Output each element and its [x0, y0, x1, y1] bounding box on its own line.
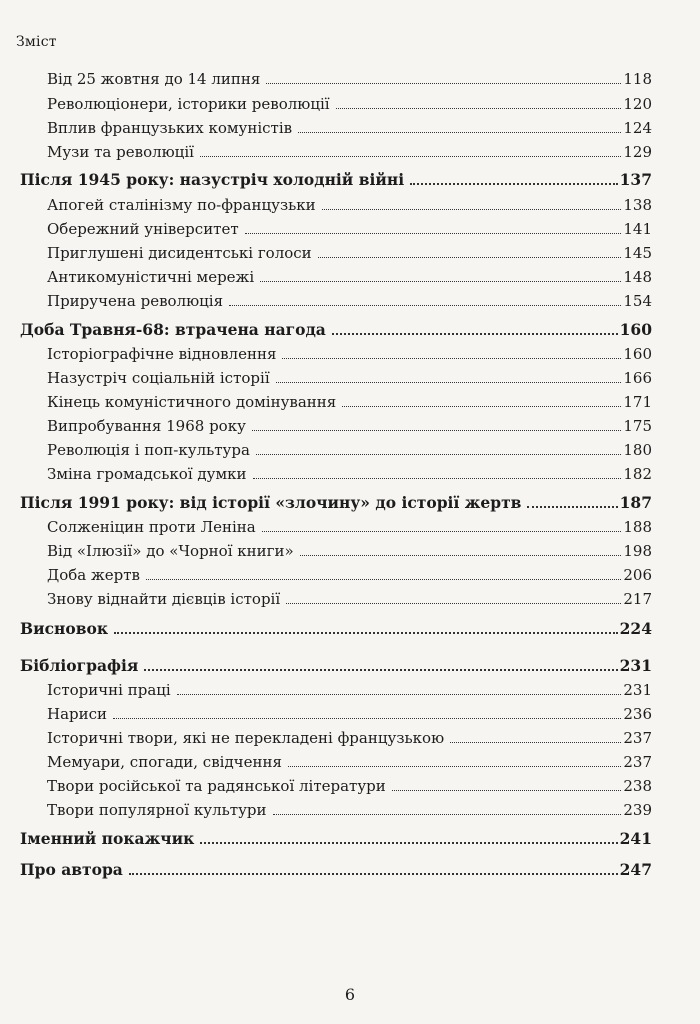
- dot-leader: [229, 305, 621, 306]
- toc-entry-title: Іменний покажчик: [20, 829, 195, 848]
- toc-entry: [47, 292, 652, 310]
- dot-leader: [336, 108, 622, 109]
- dot-leader: [200, 842, 617, 844]
- toc-section: [20, 320, 652, 339]
- toc-entry-title: Вплив французьких комуністів: [47, 119, 293, 137]
- toc-entry-title: Кінець комуністичного домінування: [47, 393, 337, 411]
- toc-entry: [47, 220, 652, 238]
- toc-entry-page: 198: [623, 542, 652, 560]
- toc-entry-page: 154: [623, 292, 652, 310]
- toc-entry-title: Знову віднайти дієвців історії: [47, 590, 281, 608]
- toc-entry-page: 175: [623, 417, 652, 435]
- toc-entry: [47, 441, 652, 459]
- toc-entry-page: 118: [623, 70, 652, 88]
- toc-entry: [47, 244, 652, 262]
- toc-entry: [47, 345, 652, 363]
- toc-entry-title: Історичні праці: [47, 681, 171, 699]
- dot-leader: [273, 814, 622, 815]
- dot-leader: [332, 333, 618, 335]
- dot-leader: [527, 506, 617, 508]
- dot-leader: [298, 132, 621, 133]
- toc-entry-page: 217: [623, 590, 652, 608]
- toc-entry: [47, 465, 652, 483]
- toc-entry: [47, 143, 652, 161]
- toc-entry: [47, 590, 652, 608]
- dot-leader: [129, 873, 618, 875]
- dot-leader: [266, 83, 621, 84]
- toc-entry: [47, 777, 652, 795]
- toc-entry: [47, 95, 652, 113]
- toc-entry-title: Від 25 жовтня до 14 липня: [47, 70, 261, 88]
- toc-entry-title: Твори популярної культури: [47, 801, 267, 819]
- toc-entry-page: 239: [623, 801, 652, 819]
- toc-entry-page: 236: [623, 705, 652, 723]
- toc-entry-page: 141: [623, 220, 652, 238]
- toc-entry-page: 145: [623, 244, 652, 262]
- toc-entry: [47, 369, 652, 387]
- toc-section: [20, 829, 652, 848]
- toc-entry-title: Доба жертв: [47, 566, 140, 584]
- toc-entry-page: 206: [623, 566, 652, 584]
- toc-entry-page: 137: [619, 170, 652, 189]
- dot-leader: [177, 694, 622, 695]
- dot-leader: [252, 430, 621, 431]
- toc-entry: [47, 801, 652, 819]
- toc-section: [20, 656, 652, 675]
- dot-leader: [288, 766, 621, 767]
- toc-entry-page: 129: [623, 143, 652, 161]
- toc-entry-title: Музи та революції: [47, 143, 194, 161]
- toc-entry: [47, 417, 652, 435]
- toc-entry-page: 188: [623, 518, 652, 536]
- toc-entry-title: Доба Травня-68: втрачена нагода: [20, 320, 326, 339]
- dot-leader: [450, 742, 621, 743]
- dot-leader: [410, 183, 618, 185]
- dot-leader: [282, 358, 621, 359]
- toc-section: [20, 860, 652, 879]
- toc-entry-title: Солженіцин проти Леніна: [47, 518, 256, 536]
- toc-entry-page: 231: [623, 681, 652, 699]
- toc-entry: [47, 518, 652, 536]
- toc-entry-page: 160: [619, 320, 652, 339]
- toc-entry: [47, 566, 652, 584]
- toc-entry-page: 238: [623, 777, 652, 795]
- toc-entry-page: 148: [623, 268, 652, 286]
- toc-entry-page: 237: [623, 729, 652, 747]
- dot-leader: [276, 382, 622, 383]
- dot-leader: [256, 454, 621, 455]
- toc-entry-title: Твори російської та радянської літератури: [47, 777, 386, 795]
- toc-entry-page: 224: [619, 619, 652, 638]
- toc-entry-title: Після 1991 року: від історії «злочину» до історії жертв: [20, 493, 522, 512]
- dot-leader: [322, 209, 622, 210]
- toc-entry-page: 231: [619, 656, 652, 675]
- toc-entry-title: Назустріч соціальній історії: [47, 369, 270, 387]
- toc-entry-title: Антикомуністичні мережі: [47, 268, 255, 286]
- dot-leader: [342, 406, 621, 407]
- page-number: 6: [344, 985, 356, 1004]
- dot-leader: [114, 632, 618, 634]
- toc-entry-page: 182: [623, 465, 652, 483]
- toc-entry: [47, 70, 652, 88]
- toc-entry: [47, 196, 652, 214]
- toc-entry-page: 124: [623, 119, 652, 137]
- toc-entry-page: 138: [623, 196, 652, 214]
- dot-leader: [146, 579, 621, 580]
- toc-entry: [47, 753, 652, 771]
- dot-leader: [286, 603, 621, 604]
- dot-leader: [253, 478, 622, 479]
- dot-leader: [392, 790, 622, 791]
- dot-leader: [300, 555, 622, 556]
- toc-entry-page: 120: [623, 95, 652, 113]
- toc-entry-page: 237: [623, 753, 652, 771]
- toc-entry-title: Приглушені дисидентські голоси: [47, 244, 312, 262]
- dot-leader: [318, 257, 622, 258]
- toc-entry-page: 171: [623, 393, 652, 411]
- toc-entry: [47, 729, 652, 747]
- toc-entry: [47, 681, 652, 699]
- toc-entry-title: Висновок: [20, 619, 109, 638]
- dot-leader: [144, 669, 617, 671]
- dot-leader: [245, 233, 622, 234]
- toc-entry-title: Про автора: [20, 860, 123, 879]
- toc-section: [20, 493, 652, 512]
- toc-entry-page: 187: [619, 493, 652, 512]
- toc-entry-page: 247: [619, 860, 652, 879]
- toc-entry-title: Після 1945 року: назустріч холодній війні: [20, 170, 405, 189]
- toc-entry-page: 241: [619, 829, 652, 848]
- toc-entry-title: Від «Ілюзії» до «Чорної книги»: [47, 542, 294, 560]
- toc-entry: [47, 393, 652, 411]
- toc-entry-title: Зміна громадської думки: [47, 465, 247, 483]
- page-header: Зміст: [16, 34, 57, 50]
- toc-entry-title: Революціонери, історики революції: [47, 95, 330, 113]
- toc-entry-title: Апогей сталінізму по-французьки: [47, 196, 316, 214]
- toc-entry-title: Історіографічне відновлення: [47, 345, 277, 363]
- toc-entry: [47, 268, 652, 286]
- toc-entry-title: Мемуари, спогади, свідчення: [47, 753, 282, 771]
- dot-leader: [260, 281, 621, 282]
- toc-entry: [47, 119, 652, 137]
- toc-entry-title: Обережний університет: [47, 220, 239, 238]
- toc-entry-title: Нариси: [47, 705, 108, 723]
- dot-leader: [262, 531, 622, 532]
- toc-entry-title: Історичні твори, які не перекладені французькою: [47, 729, 445, 747]
- toc-entry: [47, 542, 652, 560]
- toc-entry-title: Випробування 1968 року: [47, 417, 246, 435]
- toc-entry: [47, 705, 652, 723]
- toc-entry-title: Бібліографія: [20, 656, 139, 675]
- toc-section: [20, 170, 652, 189]
- toc-entry-page: 166: [623, 369, 652, 387]
- toc-entry-page: 160: [623, 345, 652, 363]
- toc-section: [20, 619, 652, 638]
- dot-leader: [200, 156, 621, 157]
- toc-entry-page: 180: [623, 441, 652, 459]
- toc-entry-title: Приручена революція: [47, 292, 224, 310]
- toc-entry-title: Революція і поп-культура: [47, 441, 250, 459]
- dot-leader: [113, 718, 621, 719]
